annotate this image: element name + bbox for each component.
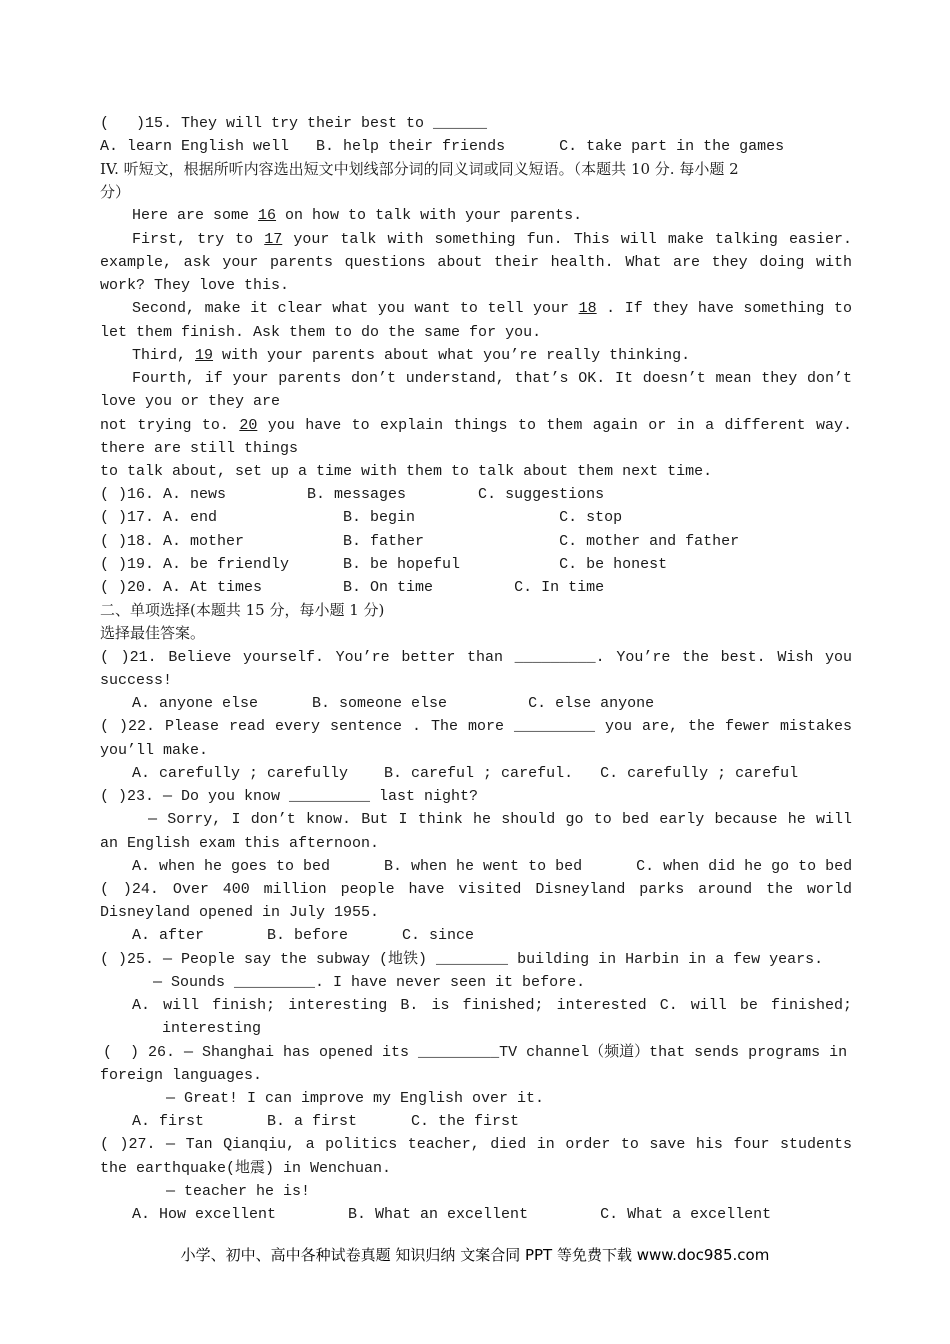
text-line: the earthquake(地震) in Wenchuan. bbox=[100, 1160, 392, 1177]
text-segment: with your parents about what you’re really thinking. bbox=[213, 347, 691, 364]
text-line: 选择最佳答案。 bbox=[100, 624, 206, 642]
text-line: ( )27. — Tan Qianqiu, a politics teacher, died in order to save his four students bbox=[100, 1136, 852, 1153]
text-line: A. anyone else B. someone else C. else anyone bbox=[132, 695, 655, 712]
text-segment: Second, make it clear what you want to tell your bbox=[132, 300, 579, 317]
text-segment: . If they have something to bbox=[606, 300, 852, 317]
text-line: ( )25. — People say the subway (地铁) ________ building in Harbin in a few years. bbox=[100, 951, 824, 968]
text-line: ( )19. A. be friendly B. be hopeful C. be honest bbox=[100, 556, 668, 573]
text-line: ( )23. — Do you know _________ last night? bbox=[100, 788, 479, 805]
text-line: foreign languages. bbox=[100, 1067, 263, 1084]
text-line: ( )24. Over 400 million people have visited Disneyland parks around the world bbox=[100, 881, 852, 898]
blank-number: 20 bbox=[239, 417, 258, 434]
text-segment: you have to explain things to them again or in a different way. bbox=[267, 417, 852, 434]
text-line: ( )21. Believe yourself. You’re better than _________. You’re the best. Wish you bbox=[100, 649, 852, 666]
text-line: success! bbox=[100, 672, 173, 689]
text-line: ( )16. A. news B. messages C. suggestions bbox=[100, 486, 605, 503]
text-line: ( )18. A. mother B. father C. mother and father bbox=[100, 533, 740, 550]
page-footer: 小学、初中、高中各种试卷真题 知识归纳 文案合同 PPT 等免费下载 www.doc985.com bbox=[180, 1246, 770, 1264]
text-line: there are still things bbox=[100, 440, 299, 457]
text-segment: Third, bbox=[132, 347, 196, 364]
text-segment: your talk with something fun. This will make talking easier. bbox=[293, 231, 852, 248]
blank-number: 17 bbox=[264, 231, 283, 248]
text-line bbox=[132, 344, 852, 367]
text-line: 分） bbox=[100, 183, 131, 201]
text-line: work? They love this. bbox=[100, 277, 290, 294]
text-segment: First, try to bbox=[132, 231, 265, 248]
text-line: A. How excellent B. What an excellent C. What a excellent bbox=[132, 1206, 772, 1223]
text-line: an English exam this afternoon. bbox=[100, 835, 380, 852]
text-line: let them finish. Ask them to do the same for you. bbox=[100, 324, 542, 341]
text-line: A. after B. before C. since bbox=[132, 927, 475, 944]
blank-number: 18 bbox=[578, 300, 597, 317]
text-line: love you or they are bbox=[100, 393, 281, 410]
text-line: A. will finish; interesting B. is finished; interested C. will be finished; bbox=[132, 997, 852, 1014]
text-segment: on how to talk with your parents. bbox=[276, 207, 583, 224]
text-line: ( )15. They will try their best to ______ bbox=[100, 115, 488, 132]
text-line: — Sounds _________. I have never seen it before. bbox=[153, 974, 586, 991]
text-line: interesting bbox=[162, 1020, 262, 1037]
text-line: — Great! I can improve my English over it. bbox=[166, 1090, 545, 1107]
text-line: A. first B. a first C. the first bbox=[132, 1113, 520, 1130]
blank-number: 16 bbox=[258, 207, 277, 224]
text-line: A. learn English well B. help their friends C. take part in the games bbox=[100, 138, 785, 155]
text-line bbox=[132, 204, 852, 227]
text-line: IV. 听短文，根据所听内容选出短文中划线部分词的同义词或同义短语。（本题共 10 分. 每小题 2 bbox=[100, 160, 739, 178]
text-segment: not trying to. bbox=[100, 417, 240, 434]
text-line: ( )17. A. end B. begin C. stop bbox=[100, 509, 623, 526]
text-line: — Sorry, I don’t know. But I think he should go to bed early because he will bbox=[148, 811, 852, 828]
text-line: you’ll make. bbox=[100, 742, 209, 759]
text-line: A. when he goes to bed B. when he went to bed C. when did he go to bed bbox=[132, 858, 852, 875]
text-line: ( )20. A. At times B. On time C. In time bbox=[100, 579, 605, 596]
text-line bbox=[100, 414, 852, 437]
text-line: ( )22. Please read every sentence . The more _________ you are, the fewer mistakes bbox=[100, 718, 852, 735]
text-line: Disneyland opened in July 1955. bbox=[100, 904, 380, 921]
text-line: Fourth, if your parents don’t understand, that’s OK. It doesn’t mean they don’t bbox=[132, 370, 852, 387]
text-segment: Here are some bbox=[132, 207, 259, 224]
text-line: — teacher he is! bbox=[166, 1183, 311, 1200]
text-line: A. carefully ; carefully B. careful ; careful. C. carefully ; careful bbox=[132, 765, 799, 782]
text-line: ( ) 26. — Shanghai has opened its _________TV channel（频道）that sends programs in bbox=[103, 1044, 848, 1061]
text-line: to talk about, set up a time with them to talk about them next time. bbox=[100, 463, 713, 480]
text-line: 二、单项选择(本题共 15 分，每小题 1 分) bbox=[100, 601, 385, 619]
text-line bbox=[132, 228, 852, 251]
text-line: example, ask your parents questions about their health. What are they doing with bbox=[100, 254, 852, 271]
text-line bbox=[132, 297, 852, 320]
blank-number: 19 bbox=[195, 347, 214, 364]
